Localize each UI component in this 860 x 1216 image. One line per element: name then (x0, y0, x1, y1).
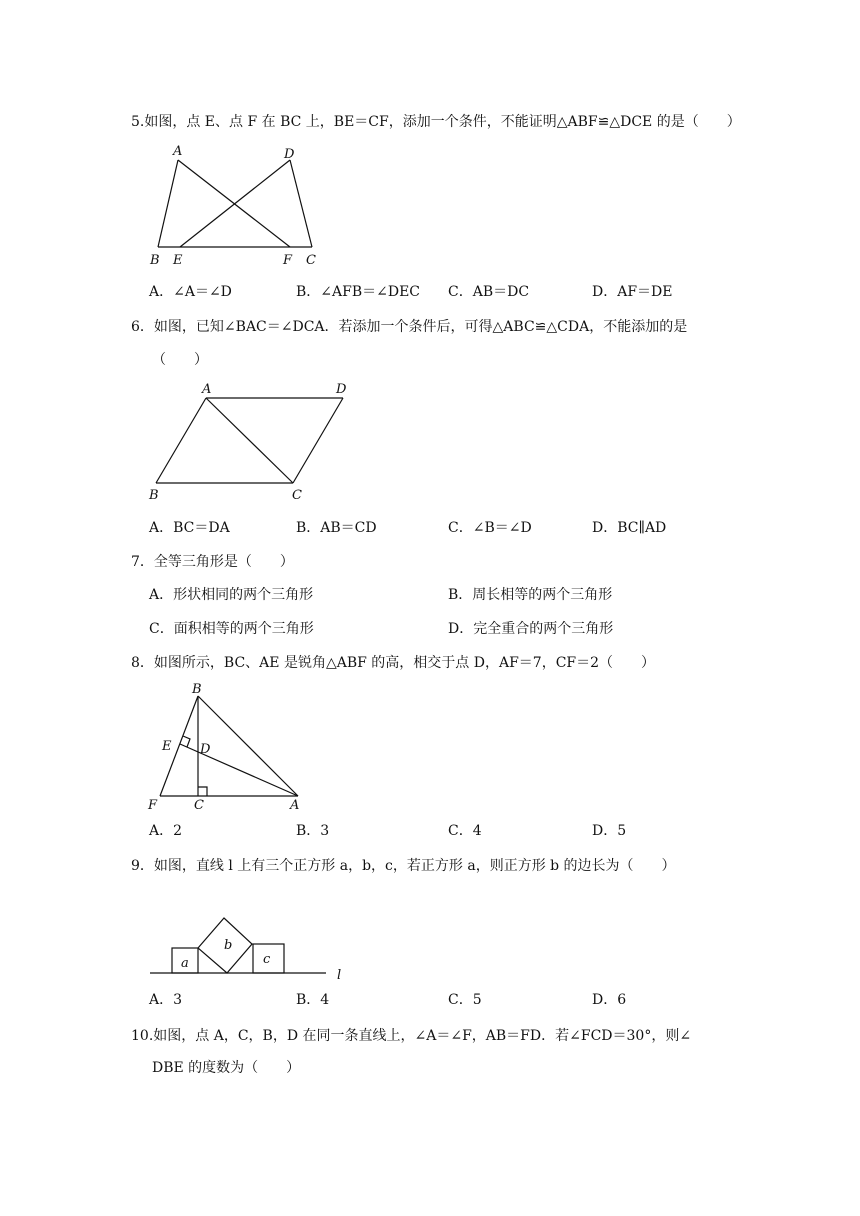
question-text: 如图，点 A，C，B，D 在同一条直线上，∠A＝∠F，AB＝FD．若∠FCD＝30°，则∠ (153, 1028, 692, 1044)
label-f: F (148, 798, 158, 813)
question-number: 5. (131, 114, 145, 130)
option-c[interactable]: C．∠B＝∠D (448, 520, 532, 536)
question-text: 如图，点 E、点 F 在 BC 上，BE＝CF，添加一个条件，不能证明△ABF≌△DCE 的是（ ） (144, 114, 741, 130)
label-c: c (263, 952, 271, 967)
option-c[interactable]: C．面积相等的两个三角形 (149, 621, 314, 637)
figure-q8 (140, 678, 320, 814)
option-b[interactable]: B．∠AFB＝∠DEC (296, 284, 421, 300)
label-d: D (336, 382, 347, 397)
option-a[interactable]: A．2 (149, 823, 183, 839)
option-a[interactable]: A．3 (149, 992, 183, 1008)
question-8-stem (131, 653, 655, 673)
question-9-stem (131, 856, 676, 876)
question-6-stem-cont: （ ） (152, 352, 208, 368)
option-b[interactable]: B．4 (296, 992, 330, 1008)
option-d[interactable]: D．AF＝DE (592, 284, 673, 300)
label-a: A (290, 798, 300, 813)
label-f: F (283, 253, 293, 268)
label-c: C (306, 253, 316, 268)
option-b[interactable]: B．周长相等的两个三角形 (448, 587, 613, 603)
option-b[interactable]: B．3 (296, 823, 330, 839)
label-l: l (337, 968, 342, 983)
question-text: 全等三角形是（ ） (153, 554, 294, 570)
question-text: 如图，直线 l 上有三个正方形 a，b，c，若正方形 a，则正方形 b 的边长为（ ） (153, 858, 676, 874)
question-number: 8． (131, 655, 154, 671)
question-text: 如图，已知∠BAC＝∠DCA．若添加一个条件后，可得△ABC≌△CDA，不能添加的是 (153, 319, 688, 335)
option-b[interactable]: B．AB＝CD (296, 520, 377, 536)
label-a: a (181, 956, 189, 971)
question-text: 如图所示，BC、AE 是锐角△ABF 的高，相交于点 D，AF＝7，CF＝2（ ） (153, 655, 656, 671)
question-number: 10. (131, 1028, 154, 1044)
option-c[interactable]: C．4 (448, 823, 482, 839)
option-a[interactable]: A．形状相同的两个三角形 (149, 587, 314, 603)
label-c: C (292, 488, 302, 503)
figure-q6 (140, 378, 360, 506)
option-c[interactable]: C．5 (448, 992, 482, 1008)
option-d[interactable]: D．5 (592, 823, 627, 839)
option-d[interactable]: D．BC∥AD (592, 520, 667, 536)
figure-q5 (140, 140, 330, 270)
figure-q9 (140, 908, 360, 984)
label-e: E (162, 739, 172, 754)
option-d[interactable]: D．6 (592, 992, 627, 1008)
option-d[interactable]: D．完全重合的两个三角形 (448, 621, 614, 637)
question-6-stem (131, 317, 687, 337)
label-c: C (194, 798, 204, 813)
label-a: A (173, 144, 183, 159)
label-d: D (200, 742, 211, 757)
question-10-stem-cont: DBE 的度数为（ ） (152, 1060, 301, 1076)
label-b: B (150, 253, 160, 268)
question-number: 9． (131, 858, 154, 874)
option-a[interactable]: A．BC＝DA (149, 520, 230, 536)
question-7-stem (131, 552, 294, 572)
question-number: 7． (131, 554, 154, 570)
label-b: b (224, 938, 233, 953)
label-e: E (173, 253, 183, 268)
label-d: D (284, 147, 295, 162)
option-a[interactable]: A．∠A＝∠D (149, 284, 232, 300)
question-10-stem (131, 1026, 691, 1046)
option-c[interactable]: C．AB＝DC (448, 284, 530, 300)
question-number: 6． (131, 319, 154, 335)
label-b: B (192, 682, 202, 697)
label-a: A (202, 382, 212, 397)
label-b: B (149, 488, 159, 503)
question-5-stem (131, 112, 741, 132)
